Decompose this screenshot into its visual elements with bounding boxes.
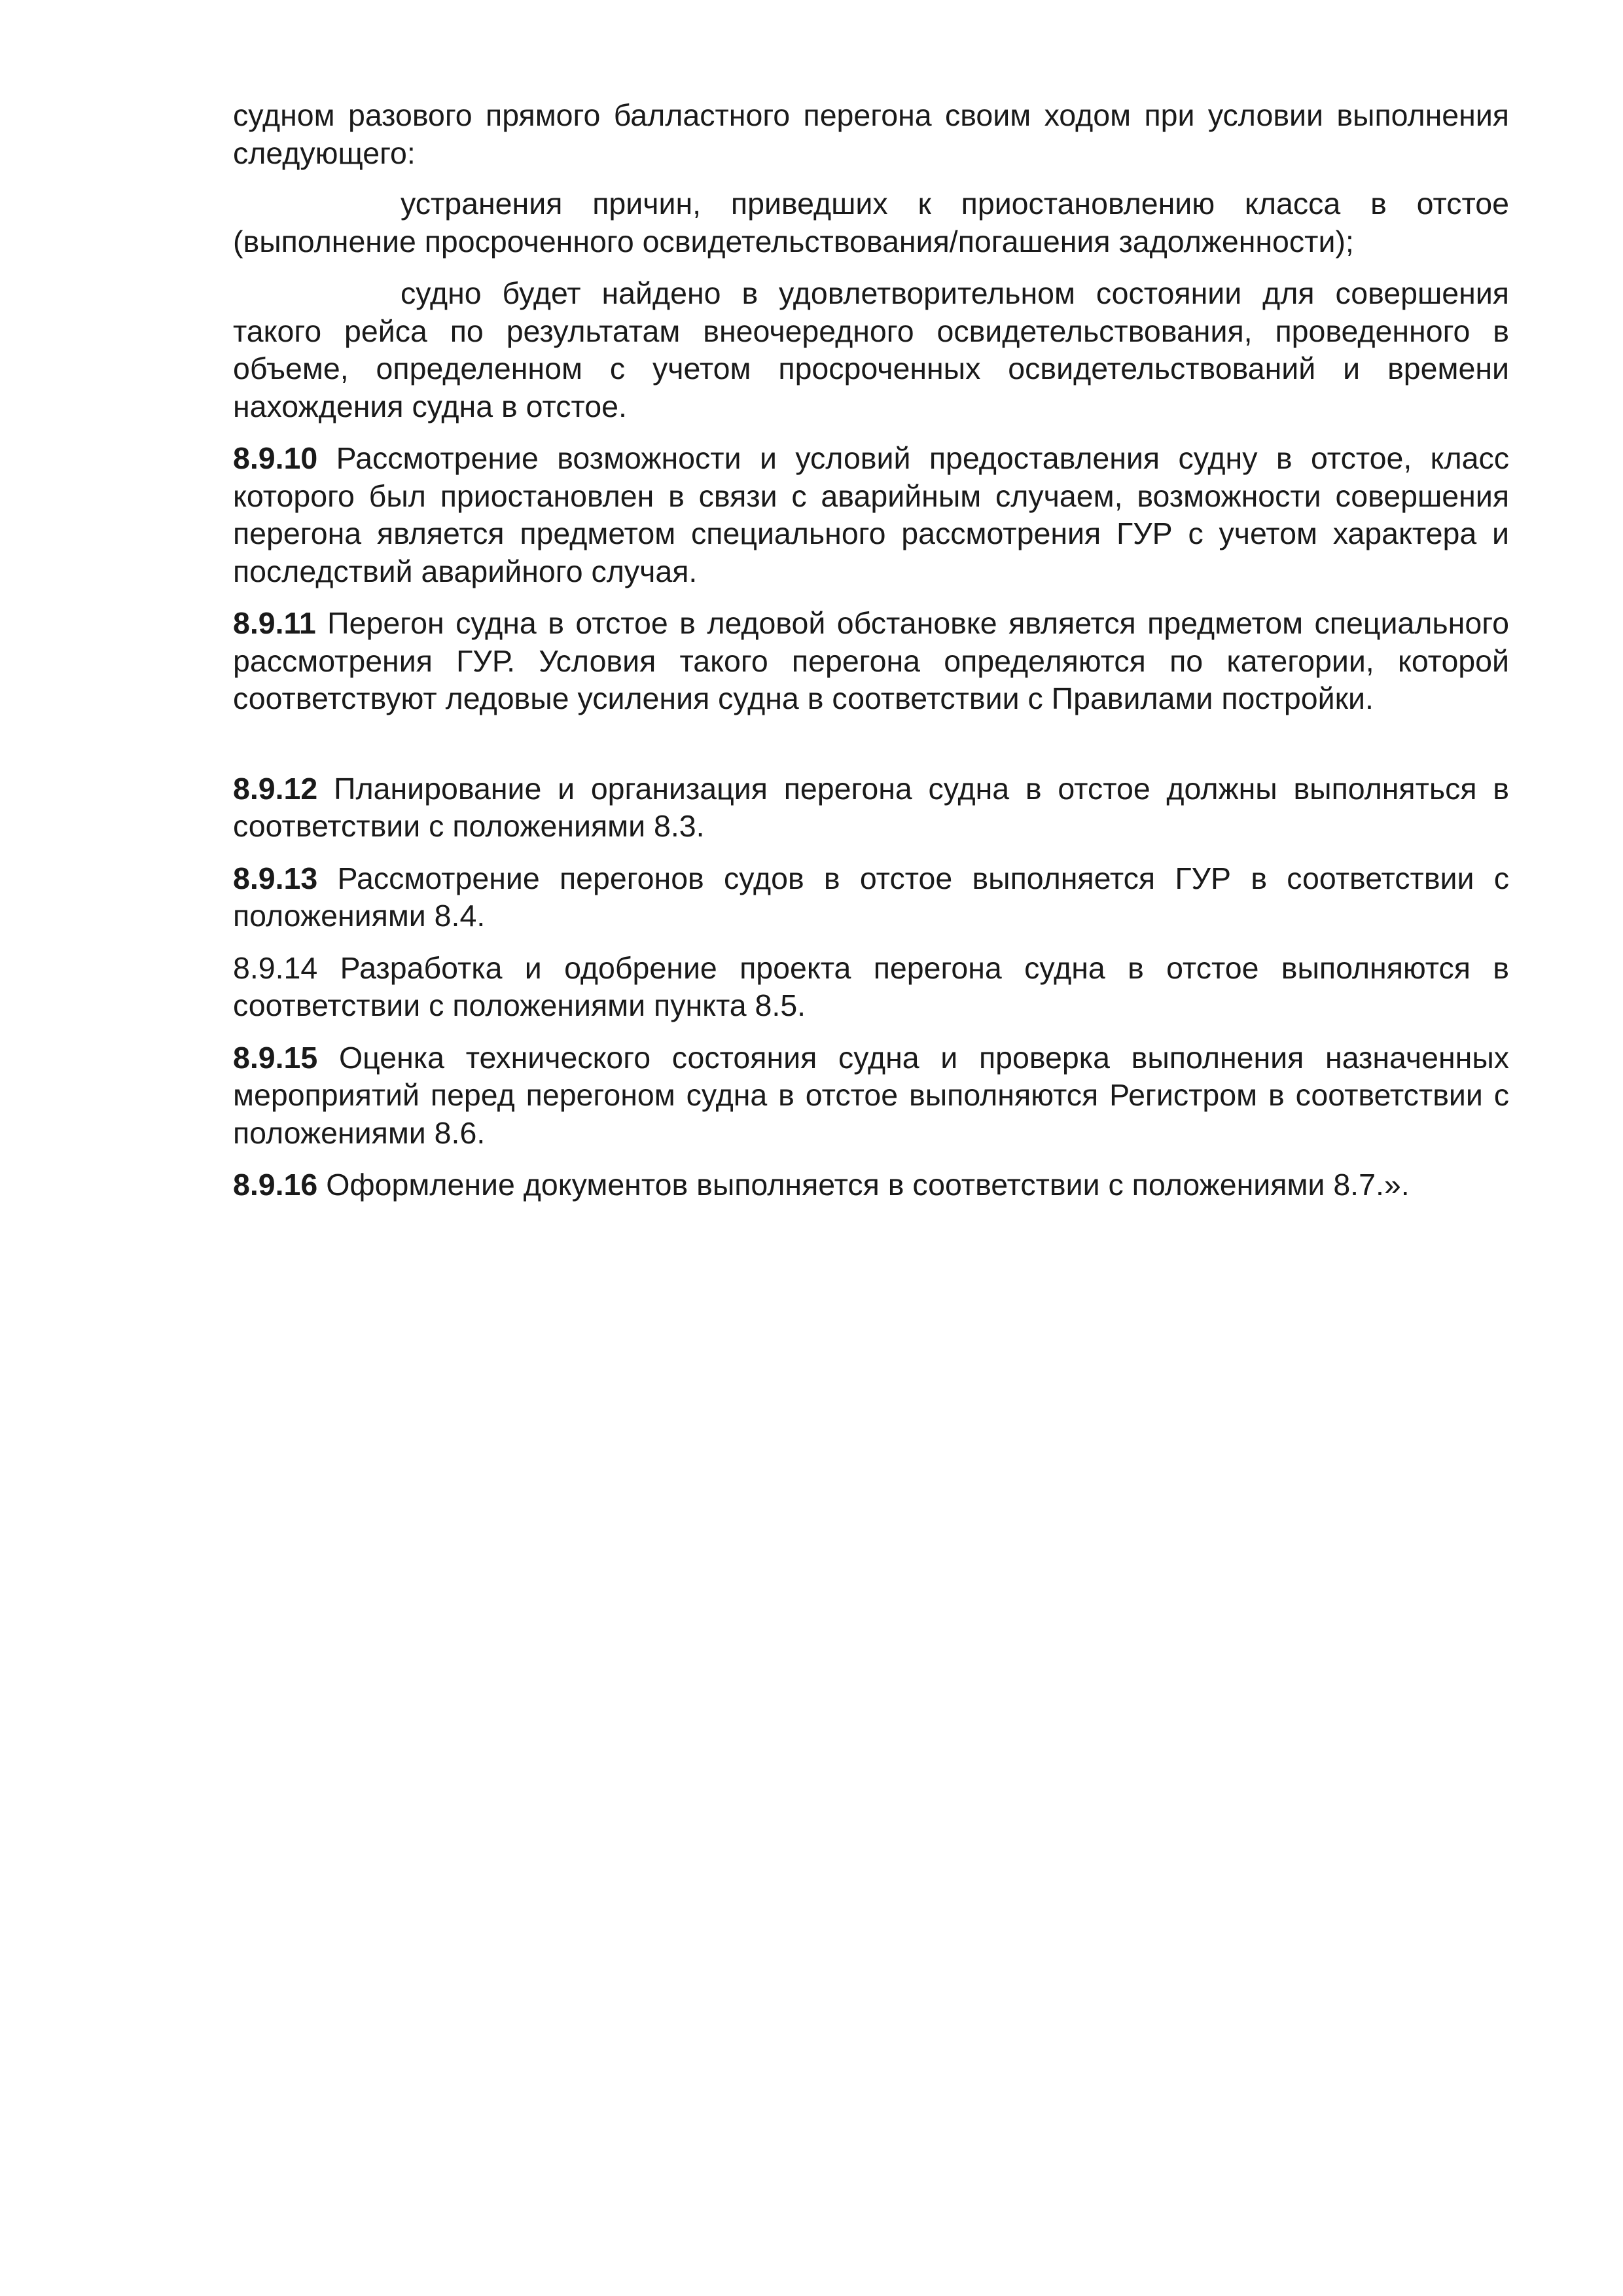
clause-8-9-12: [233, 770, 1509, 846]
clause-number: 8.9.14: [233, 950, 318, 985]
clause-8-9-10: [233, 440, 1509, 590]
clause-text: Оценка технического состояния судна и проверка выполнения назначенных мероприятий перед перегоном судна в отстое выполняются Регистром в соответствии с положениями 8.6.: [233, 1040, 1509, 1150]
clause-number: 8.9.11: [233, 606, 316, 640]
document-body: [233, 97, 1509, 1219]
clause-number: 8.9.16: [233, 1168, 318, 1202]
clause-text: Оформление документов выполняется в соответствии с положениями 8.7.».: [317, 1168, 1410, 1202]
clause-number: 8.9.15: [233, 1040, 318, 1075]
clause-number: 8.9.13: [233, 861, 318, 895]
condition-paragraph: устранения причин, приведших к приостановлению класса в отстое (выполнение просроченного освидетельствования/погашения задолженности);: [233, 187, 1509, 259]
clause-8-9-15: [233, 1039, 1509, 1153]
clause-8-9-16: [233, 1166, 1509, 1204]
clause-8-9-13: [233, 860, 1509, 935]
condition-paragraph: судно будет найдено в удовлетворительном состоянии для совершения такого рейса по результатам внеочередного освидетельствования, проведенного в объеме, определенном с учетом просроченных освидетельствований и времени нахождения судна в отстое.: [233, 276, 1509, 423]
intro-paragraph: судном разового прямого балластного перегона своим ходом при условии выполнения следующего:: [233, 98, 1509, 170]
clause-text: Перегон судна в отстое в ледовой обстановке является предметом специального рассмотрения ГУР. Условия такого перегона определяются по категории, которой соответствуют ледовые усиления судна в соответствии с Правилами постройки.: [233, 606, 1509, 715]
clause-text: Рассмотрение возможности и условий предоставления судну в отстое, класс которого был приостановлен в связи с аварийным случаем, возможности совершения перегона является предметом специального рассмотрения ГУР с учетом характера и последствий аварийного случая.: [233, 441, 1509, 588]
clause-8-9-14: [233, 950, 1509, 1025]
clause-number: 8.9.12: [233, 771, 318, 806]
clause-text: Планирование и организация перегона судна в отстое должны выполняться в соответствии с положениями 8.3.: [233, 771, 1509, 843]
clause-text: Рассмотрение перегонов судов в отстое выполняется ГУР в соответствии с положениями 8.4.: [233, 861, 1509, 933]
clause-number: 8.9.10: [233, 441, 318, 475]
clause-8-9-11: [233, 605, 1509, 718]
clause-text: Разработка и одобрение проекта перегона судна в отстое выполняются в соответствии с положениями пункта 8.5.: [233, 950, 1509, 1022]
